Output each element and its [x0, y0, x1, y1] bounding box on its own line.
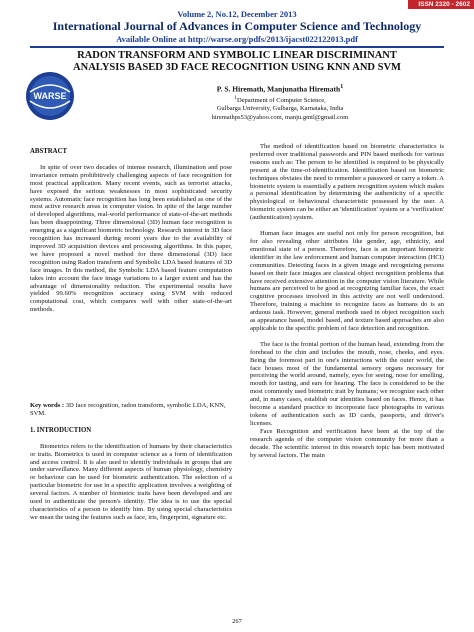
keywords-label: Key words : — [30, 402, 65, 409]
author-sup: 1 — [340, 83, 344, 90]
abstract-text: In spite of over two decades of intense research, illumination and pose invariance remain prohibitively challenging aspects of face recognition for most practical application. Many recent events, such as terrorist attacks, have exposed the serious weaknesses in most sophisticated security systems. Automatic face recognition has long been established as one of the most active research areas in computer vision. In spite of the large number of developed algorithms, real-world performance of state-of-the-art methods has been disappointing. Three dimensional (3D) human face recognition is emerging as a significant biometric technology. Research interest in 3D face recognition has increased during recent years due to the availability of improved 3D acquisition devices and processing algorithms. In this paper, we have proposed a novel method for three dimensional (3D) face recognition using Radon transform and Symbolic LDA based features of 3D face images. In this method, the Symbolic LDA based feature computation takes into account the face image variations to a larger extent and has the advantage of dimensionality reduction. The experimental results have yielded 99.60% recognition accuracy using SVM with reduced computational cost, which compares well with other state-of-the-art methods. — [30, 163, 232, 314]
abstract-heading: ABSTRACT — [30, 148, 68, 155]
issn-label: ISSN 2320 - 2602 — [408, 0, 474, 9]
right-para-3: The face is the frontal portion of the human head, extending from the forehead to the chin and includes the mouth, nose, cheeks, and eyes. Being the foremost part in one's interactions with the outer world, the face houses most of the fundamental sensory organs necessary for perceiving the world around, namely, eyes for seeing, nose for smelling, mouth for tasting, and ears for hearing. The face is considered to be the most commonly used biometric trait by humans; we recognize each other and, in many cases, establish our identities based on faces. Hence, it has become a standard practice to incorporate face photographs in various tokens of authentication such as ID cards, passports, and driver's licenses. — [250, 340, 444, 427]
right-column — [250, 143, 444, 459]
affiliation-dept: $^1$Department of Computer Science, — [234, 95, 326, 105]
header-bar — [0, 0, 474, 9]
keywords-text: 3D face recognition, radon transform, symbolic LDA, KNN, SVM. — [30, 402, 226, 417]
intro-text: Biometrics refers to the identification of humans by their characteristics or traits. Biometrics is used in computer science as a form of identification and access control. It is also used to identify individuals in groups that are under surveillance. Many different aspects of human physiology, chemistry or behaviour can be used for biometric authentication. The selection of a particular biometric for use in a specific application involves a weighting of several factors. A number of biometric traits have been developed and are used to authenticate the person's identity. The idea is to use the special characteristics of a person to identify him. By using special characteristics we mean the using the features such as face, iris, fingerprint, signature etc. — [30, 442, 232, 521]
affil-sup: 1 — [234, 95, 237, 101]
intro-heading: 1. INTRODUCTION — [30, 426, 92, 434]
affiliation — [140, 94, 420, 122]
right-para-4: Face Recognition and verification have been at the top of the research agenda of the computer vision community for more than a decade. The scientific interest in this research topic has been motivated by several factors. The main — [250, 427, 444, 459]
journal-title: International Journal of Advances in Computer Science and Technology — [52, 19, 422, 33]
author-list — [140, 83, 420, 94]
author-names: P. S. Hiremath, Manjunatha Hiremath — [216, 84, 341, 94]
header-divider — [30, 46, 444, 48]
keywords — [30, 402, 232, 522]
availability-link[interactable]: Available Online at http://warse.org/pdfs/2013/ijacst022122013.pdf — [116, 34, 358, 44]
affiliation-emails[interactable]: hiremathps53@yahoo.com, manju.gmtl@gmail.com — [211, 113, 349, 121]
page-number: 267 — [232, 618, 242, 625]
warse-logo — [24, 70, 76, 122]
title-line-1: RADON TRANSFORM AND SYMBOLIC LINEAR DISCRIMINANT — [77, 50, 397, 61]
left-column — [30, 148, 232, 314]
paper-title — [20, 50, 454, 74]
svg-text:WARSE: WARSE — [33, 91, 67, 101]
right-para-1: The method of identification based on biometric characteristics is preferred over traditional passwords and PIN based methods for various reasons such as: The person to be identified is required to be physically present at the time-of-identification. Identification based on biometric techniques obviates the need to remember a password or carry a token. A biometric system is essentially a pattern recognition system which makes a personal identification by determining the authenticity of a specific physiological or behavioural characteristic possessed by the user. A biometric system can be either an 'identification' system or a 'verification' (authentication) system. — [250, 143, 444, 222]
title-line-2: ANALYSIS BASED 3D FACE RECOGNITION USING KNN AND SVM — [73, 62, 401, 73]
right-para-2: Human face images are useful not only for person recognition, but for also revealing other attributes like gender, age, ethnicity, and emotional state of a person. Therefore, face is an important biometric identifier in the law enforcement and human computer interaction (HCI) communities. Detecting faces in a given image and recognizing persons based on their face images are classical object recognition problems that have received extensive attention in the computer vision literature. While humans are perceived to be good at recognizing familiar faces, the exact cognitive processes involved in this activity are not well understood. Therefore, training a machine to recognize faces as humans do is an arduous task. However, general methods used in object recognition such as appearance based, model based, and texture based approaches are also applicable to the specific problem of face detection and recognition. — [250, 230, 444, 332]
affiliation-university: Gulbarga University, Gulbarga, Karnataka, India — [216, 105, 344, 113]
volume-line: Volume 2, No.12, December 2013 — [177, 9, 297, 19]
